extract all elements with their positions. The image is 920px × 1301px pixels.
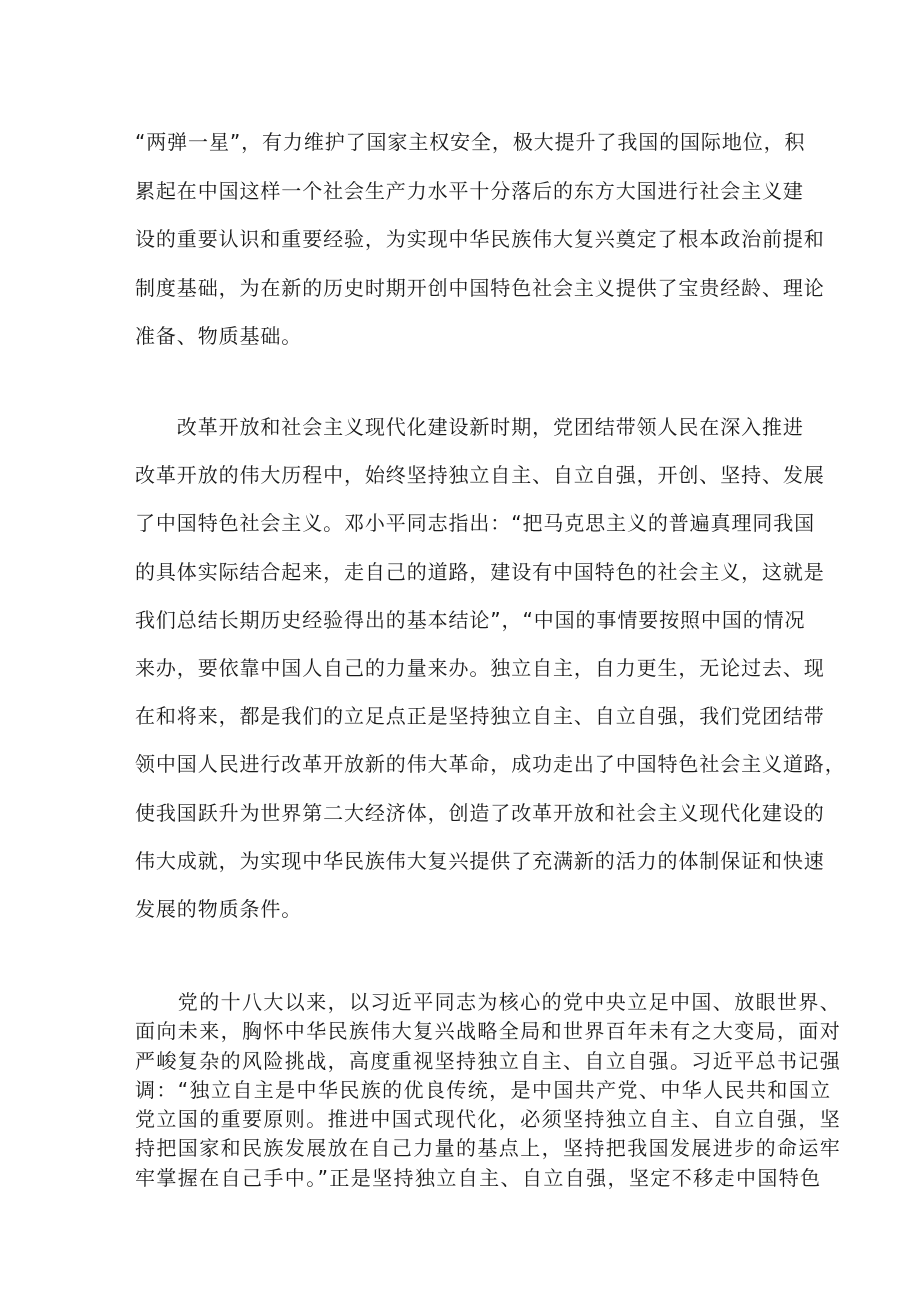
text-line: 改革开放和社会主义现代化建设新时期，党团结带领人民在深入推进 [135,415,804,439]
paragraph-3 [135,988,842,1193]
text-line: 伟大成就，为实现中华民族伟大复兴提供了充满新的活力的体制保证和快速 [135,848,825,873]
text-line: 准备、物质基础。 [135,324,303,348]
text-line: 设的重要认识和重要经验，为实现中华民族伟大复兴奠定了根本政治前提和 [135,227,825,251]
text-line: 累起在中国这样一个社会生产力水平十分落后的东方大国进行社会主义建 [135,178,804,203]
text-line: 改革开放的伟大历程中，始终坚持独立自主、自立自强，开创、坚持、发展 [135,463,825,488]
text-line: 牢掌握在自己手中。”正是坚持独立自主、自立自强，坚定不移走中国特色 [135,1165,822,1190]
text-line: 面向未来，胸怀中华民族伟大复兴战略全局和世界百年未有之大变局，面对 [135,1019,842,1044]
text-line: 持把国家和民族发展放在自己力量的基点上，坚持把我国发展进步的命运牢 [135,1136,842,1161]
paragraph-1 [135,118,825,361]
text-line: 发展的物质条件。 [135,897,303,922]
text-line: 了中国特色社会主义。邓小平同志指出：“把马克思主义的普遍真理同我国 [135,511,816,536]
text-line: 领中国人民进行改革开放新的伟大革命，成功走出了中国特色社会主义道路， [135,752,846,777]
text-line: 在和将来，都是我们的立足点正是坚持独立自主、自立自强，我们党团结带 [135,704,825,729]
text-line: 党立国的重要原则。推进中国式现代化，必须坚持独立自主、自立自强，坚 [135,1107,842,1132]
text-line: 制度基础，为在新的历史时期开创中国特色社会主义提供了宝贵经龄、理论 [135,275,825,300]
text-line: 使我国跃升为世界第二大经济体，创造了改革开放和社会主义现代化建设的 [135,800,825,825]
text-line: “两弹一星”，有力维护了国家主权安全，极大提升了我国的国际地位，积 [135,130,806,154]
text-line: 来办，要依靠中国人自己的力量来办。独立自主，自力更生，无论过去、现 [135,656,825,681]
paragraph-2 [135,403,846,933]
text-line: 我们总结长期历史经验得出的基本结论”，“中国的事情要按照中国的情况 [135,607,806,632]
text-line: 严峻复杂的风险挑战，高度重视坚持独立自主、自立自强。习近平总书记强 [135,1048,842,1073]
text-line: 党的十八大以来，以习近平同志为核心的党中央立足中国、放眼世界、 [135,990,842,1014]
text-line: 调：“独立自主是中华民族的优良传统，是中国共产党、中华人民共和国立 [135,1077,832,1102]
text-line: 的具体实际结合起来，走自己的道路，建设有中国特色的社会主义，这就是 [135,559,825,584]
